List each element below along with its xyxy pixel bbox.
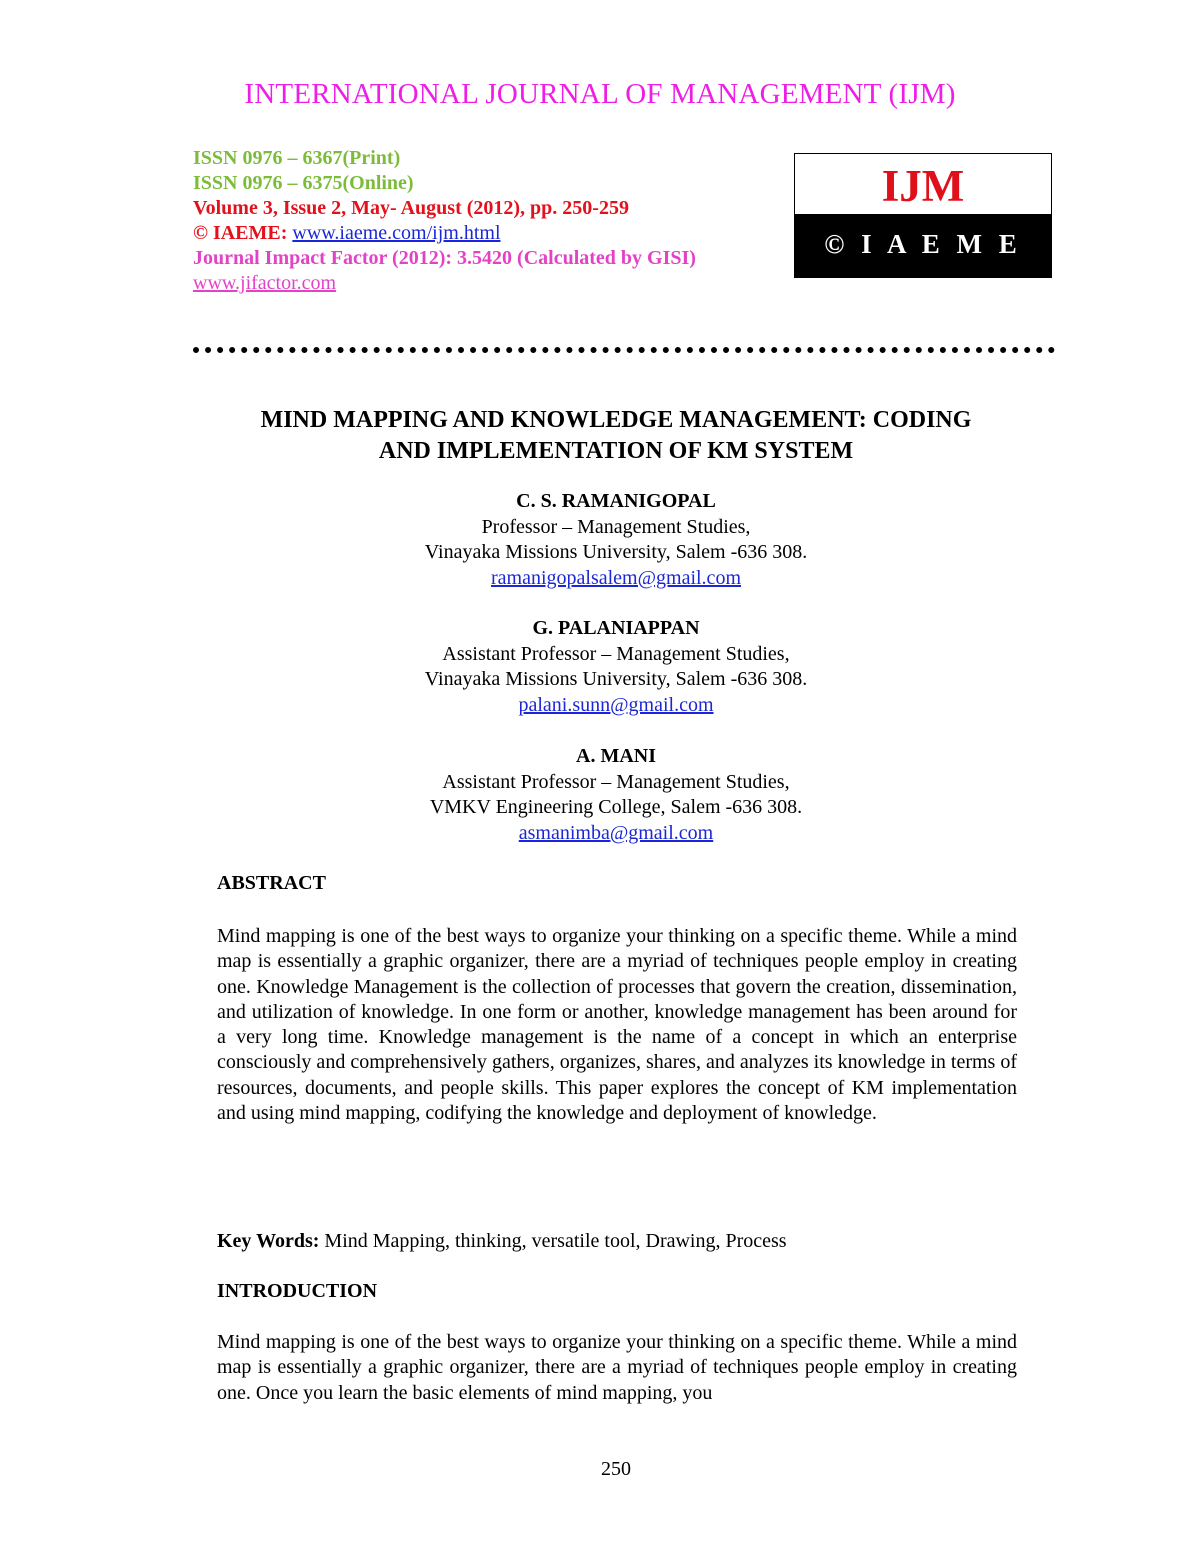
jifactor-link[interactable]: www.jifactor.com	[193, 272, 337, 294]
iaeme-label: © IAEME:	[193, 222, 288, 244]
author-affiliation: Vinayaka Missions University, Salem -636 308.	[424, 668, 808, 690]
author-email-link[interactable]: asmanimba@gmail.com	[518, 821, 714, 844]
journal-meta	[193, 146, 696, 296]
issn-online: ISSN 0976 – 6375(Online)	[193, 172, 414, 194]
author-position: Professor – Management Studies,	[481, 515, 751, 538]
author-position: Assistant Professor – Management Studies,	[442, 770, 790, 793]
author-block	[0, 489, 1200, 591]
paper-title	[200, 405, 1032, 467]
author-affiliation: VMKV Engineering College, Salem -636 308.	[429, 796, 803, 818]
paper-title-line-1: MIND MAPPING AND KNOWLEDGE MANAGEMENT: CODING	[260, 407, 972, 433]
author-email-link[interactable]: ramanigopalsalem@gmail.com	[490, 566, 741, 589]
introduction-text: Mind mapping is one of the best ways to organize your thinking on a specific theme. While a mind map is essentially a graphic organizer, there are a myriad of techniques people employ in creating one. Once you learn the basic elements of mind mapping, you	[217, 1331, 1017, 1404]
author-affiliation: Vinayaka Missions University, Salem -636 308.	[424, 541, 808, 563]
author-name: C. S. RAMANIGOPAL	[516, 490, 716, 512]
abstract-heading: ABSTRACT	[217, 872, 326, 894]
author-block	[0, 616, 1200, 718]
introduction-heading: INTRODUCTION	[217, 1280, 378, 1302]
logo-ijm-text: IJM	[795, 154, 1051, 214]
author-name: A. MANI	[576, 745, 656, 767]
issn-print: ISSN 0976 – 6367(Print)	[193, 147, 401, 169]
keywords-label: Key Words:	[217, 1230, 320, 1252]
keywords-text: Mind Mapping, thinking, versatile tool, Drawing, Process	[319, 1230, 787, 1252]
ijm-logo	[794, 153, 1052, 278]
author-email-link[interactable]: palani.sunn@gmail.com	[518, 693, 714, 716]
volume-issue: Volume 3, Issue 2, May- August (2012), pp. 250-259	[193, 197, 629, 219]
impact-factor: Journal Impact Factor (2012): 3.5420 (Calculated by GISI)	[193, 247, 696, 269]
page-number: 250	[601, 1458, 631, 1480]
iaeme-line	[193, 221, 696, 246]
journal-title: INTERNATIONAL JOURNAL OF MANAGEMENT (IJM)	[244, 78, 956, 110]
author-position: Assistant Professor – Management Studies,	[442, 642, 790, 665]
logo-iaeme-text: © I A E M E	[795, 214, 1051, 277]
iaeme-link[interactable]: www.iaeme.com/ijm.html	[292, 222, 501, 244]
keywords-line	[217, 1230, 787, 1253]
header-divider	[193, 347, 1055, 353]
abstract-text: Mind mapping is one of the best ways to organize your thinking on a specific theme. While a mind map is essentially a graphic organizer, there are a myriad of techniques people employ in creating one. Knowledge Management is the collection of processes that govern the creation, dissemination, and utilization of knowledge. In one form or another, knowledge management has been around for a very long time. Knowledge management is the name of a concept in which an enterprise consciously and comprehensively gathers, organizes, shares, and analyzes its knowledge in terms of resources, documents, and people skills. This paper explores the concept of KM implementation and using mind mapping, codifying the knowledge and deployment of knowledge.	[217, 925, 1017, 1125]
author-block	[0, 744, 1200, 846]
author-name: G. PALANIAPPAN	[532, 617, 700, 639]
paper-title-line-2: AND IMPLEMENTATION OF KM SYSTEM	[378, 438, 854, 464]
